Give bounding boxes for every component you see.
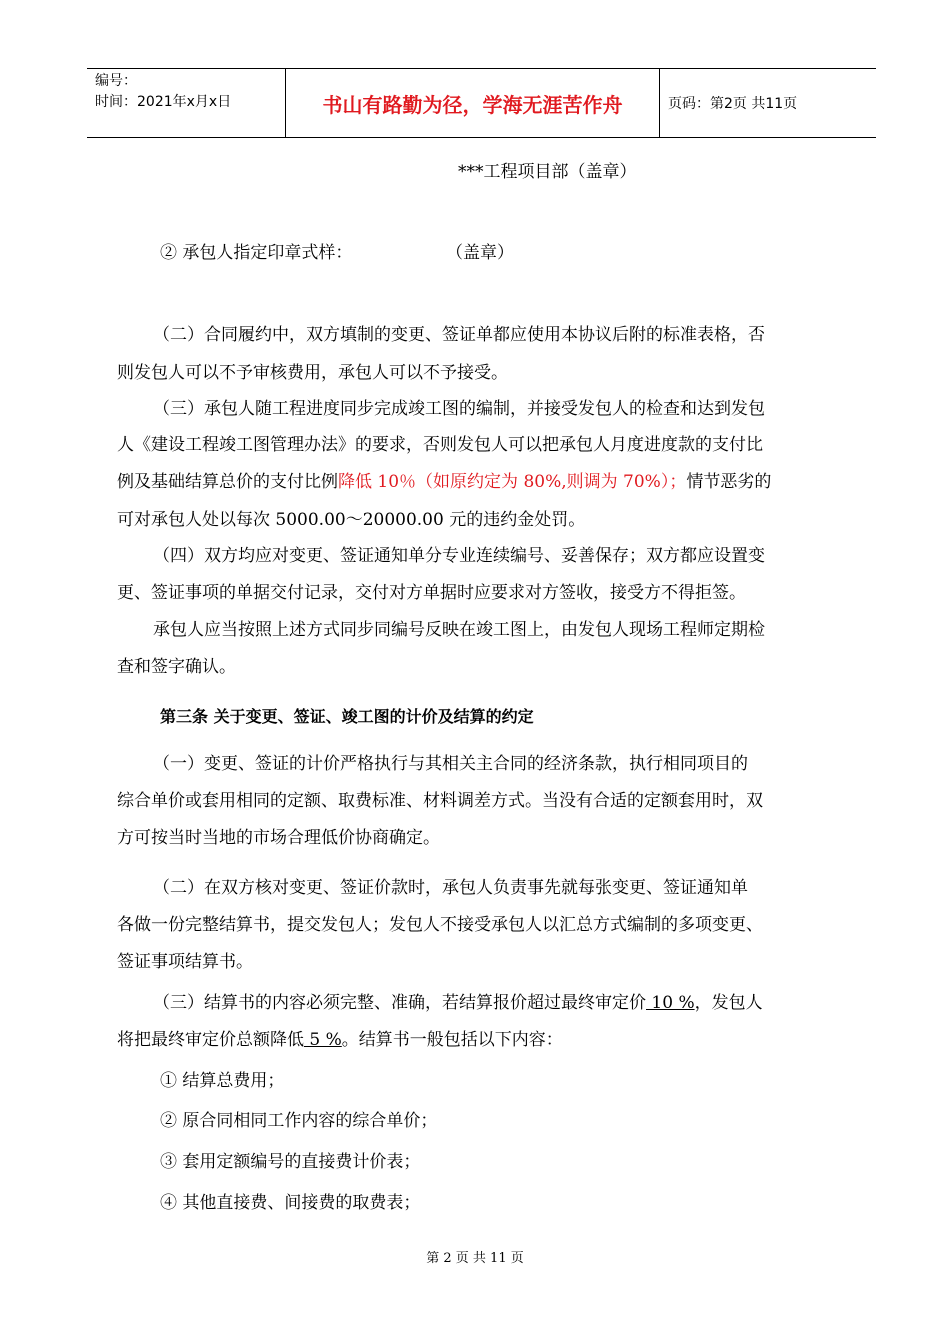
list-item: ③ 套用定额编号的直接费计价表； [160, 1152, 421, 1172]
list-item: ② 原合同相同工作内容的综合单价； [160, 1111, 438, 1131]
article-3-para-3-line-1 [153, 991, 763, 1015]
para-2-line-2: 则发包人可以不予审核费用，承包人可以不予接受。 [117, 363, 508, 383]
article-3-title: 第三条 关于变更、签证、竣工图的计价及结算的约定 [160, 707, 534, 726]
para-text: 将把最终审定价总额降低 [117, 1030, 304, 1050]
para-3-line-3 [117, 470, 771, 494]
article-3-para-2-line-1: （二）在双方核对变更、签证价款时，承包人负责事先就每张变更、签证通知单 [153, 878, 748, 898]
para-4-line-2: 更、签证事项的单据交付记录，交付对方单据时应要求对方签收，接受方不得拒签。 [117, 583, 746, 603]
header-page-number: 页码：第2页 共11页 [668, 96, 798, 112]
header-time: 时间：2021年x月x日 [95, 94, 232, 110]
penalty-highlight: 降低 10％（如原约定为 80%,则调为 70%）； [338, 472, 687, 492]
stamp-line: ***工程项目部（盖章） [458, 162, 637, 182]
overrun-threshold: 10 % [646, 993, 695, 1013]
article-3-para-2-line-3: 签证事项结算书。 [117, 952, 253, 972]
list-item: ④ 其他直接费、间接费的取费表； [160, 1193, 421, 1213]
para-text: 。结算书一般包括以下内容： [341, 1030, 563, 1050]
article-3-para-1-line-1: （一）变更、签证的计价严格执行与其相关主合同的经济条款，执行相同项目的 [153, 754, 748, 774]
para-5-line-1: 承包人应当按照上述方式同步同编号反映在竣工图上，由发包人现场工程师定期检 [153, 620, 765, 640]
para-5-line-2: 查和签字确认。 [117, 657, 236, 677]
article-3-para-1-line-2: 综合单价或套用相同的定额、取费标准、材料调差方式。当没有合适的定额套用时，双 [117, 791, 763, 811]
para-text: （三）结算书的内容必须完整、准确，若结算报价超过最终审定价 [153, 993, 646, 1013]
para-3-line-1: （三）承包人随工程进度同步完成竣工图的编制，并接受发包人的检查和达到发包 [153, 399, 765, 419]
header-number: 编号： [95, 73, 137, 89]
list-item: ① 结算总费用； [160, 1071, 285, 1091]
para-3-line-3-end: 情节恶劣的 [686, 472, 772, 492]
page-header [87, 68, 876, 138]
article-3-para-2-line-2: 各做一份完整结算书，提交发包人；发包人不接受承包人以汇总方式编制的多项变更、 [117, 915, 763, 935]
reduction-rate: 5 % [304, 1030, 342, 1050]
para-text: ，发包人 [694, 993, 763, 1013]
seal-sample-label: ② 承包人指定印章式样： [160, 243, 353, 263]
page-footer: 第 2 页 共 11 页 [426, 1251, 524, 1266]
article-3-para-1-line-3: 方可按当时当地的市场合理低价协商确定。 [117, 828, 440, 848]
header-meta [87, 69, 286, 137]
article-3-para-3-line-2 [117, 1028, 563, 1052]
para-3-line-4: 可对承包人处以每次 5000.00～20000.00 元的违约金处罚。 [117, 510, 586, 530]
para-2-line-1: （二）合同履约中，双方填制的变更、签证单都应使用本协议后附的标准表格，否 [153, 325, 765, 345]
seal-sample-stamp: （盖章） [446, 243, 514, 263]
para-4-line-1: （四）双方均应对变更、签证通知单分专业连续编号、妥善保存；双方都应设置变 [153, 546, 765, 566]
para-3-line-2: 人《建设工程竣工图管理办法》的要求，否则发包人可以把承包人月度进度款的支付比 [117, 435, 763, 455]
header-motto: 书山有路勤为径，学海无涯苦作舟 [286, 69, 660, 137]
para-3-line-3-start: 例及基础结算总价的支付比例 [117, 472, 338, 492]
